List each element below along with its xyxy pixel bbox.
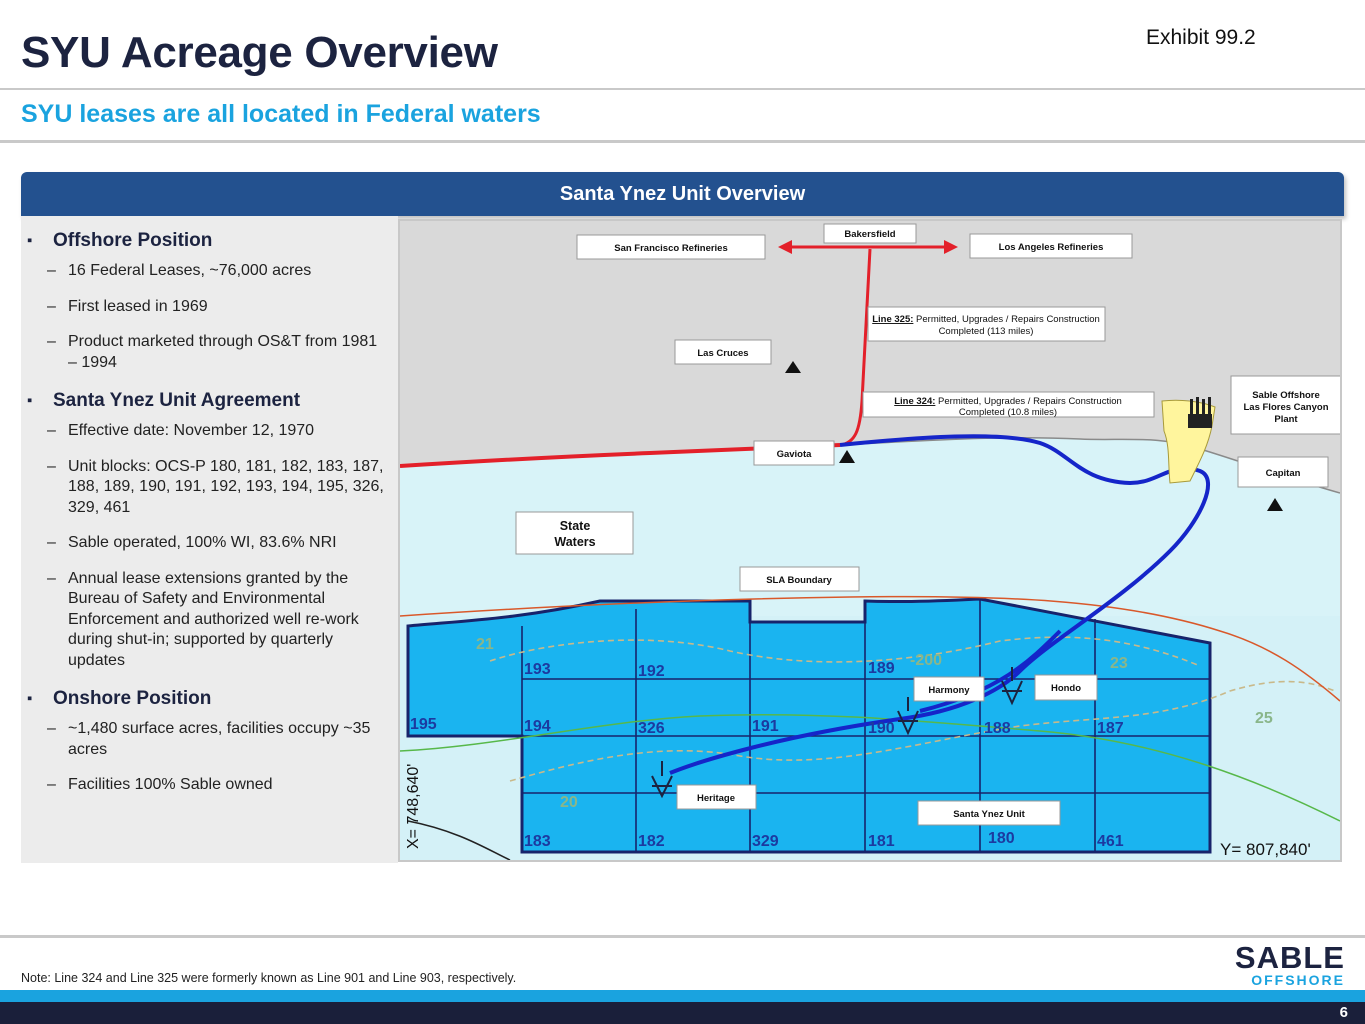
bullet-item: – Product marketed through OS&T from 1981 – 1994 [21,332,398,373]
capitan-label: Capitan [1265,468,1301,479]
block-number: 23 [1110,655,1128,672]
sla-boundary-label: SLA Boundary [766,575,832,586]
sf-refineries-label: San Francisco Refineries [614,243,728,254]
sable-plant-label-line2: Las Flores Canyon [1243,402,1329,413]
overview-panel [21,216,398,863]
hondo-label: Hondo [1050,683,1082,694]
block-number: 189 [868,660,895,677]
block-number: 194 [524,718,551,735]
bullet-list [21,228,398,811]
line-325-label: Line 325: Permitted, Upgrades / Repairs Construction [872,314,1100,325]
bullet-item: – Unit blocks: OCS-P 180, 181, 182, 183, 187, 188, 189, 190, 191, 192, 193, 194, 195, 326, 329, 461 [21,457,398,519]
santa-ynez-unit-label: Santa Ynez Unit [953,809,1025,820]
block-number: 188 [984,720,1011,737]
block-number: 192 [638,663,665,680]
bullet-item: – Facilities 100% Sable owned [21,775,398,796]
map-svg [400,221,1340,860]
footer-bar [0,1002,1365,1024]
divider [0,88,1365,90]
page-number: 6 [1339,1004,1348,1021]
footnote: Note: Line 324 and Line 325 were formerly known as Line 901 and Line 903, respectively. [21,971,517,985]
page-subtitle: SYU leases are all located in Federal waters [21,100,541,128]
state-waters-label-line2: Waters [554,535,596,549]
section-banner: Santa Ynez Unit Overview [21,172,1344,216]
block-number: 183 [524,833,551,850]
block-number: 190 [868,720,895,737]
sable-plant-label: Sable Offshore [1252,390,1320,401]
syu-map [398,219,1342,862]
contour-label: 25 [1255,710,1273,727]
block-number: 193 [524,661,551,678]
block-number: 461 [1097,833,1124,850]
block-number: 191 [752,718,779,735]
line-325-label-line2: Completed (113 miles) [938,326,1034,337]
block-number: 20 [560,794,578,811]
harmony-label: Harmony [928,685,970,696]
block-number: 180 [988,830,1015,847]
bullet-item: – 16 Federal Leases, ~76,000 acres [21,261,398,282]
section-heading: ▪ Offshore Position [21,228,398,254]
block-number: 21 [476,636,494,653]
block-number: 326 [638,720,665,737]
state-waters-label: State [559,519,591,533]
bullet-item: – Annual lease extensions granted by the Bureau of Safety and Environmental Enforcement and authorized well re-work during shut-in; supported by quarterly updates [21,569,398,672]
bullet-item: – First leased in 1969 [21,297,398,318]
exhibit-label: Exhibit 99.2 [1146,26,1256,49]
footer-bar [0,990,1365,1002]
bullet-item: – Sable operated, 100% WI, 83.6% NRI [21,533,398,554]
gaviota-label: Gaviota [776,449,812,460]
x-coordinate-label: X= 748,640' [405,763,422,849]
bullet-item: – Effective date: November 12, 1970 [21,421,398,442]
block-number: 195 [410,716,437,733]
line-324-label-line2: Completed (10.8 miles) [958,407,1058,418]
page-title: SYU Acreage Overview [21,28,498,77]
block-number: 182 [638,833,665,850]
contour-label: -200 [910,652,943,669]
logo-text: SABLE [1234,940,1345,975]
la-refineries-label: Los Angeles Refineries [998,242,1104,253]
bullet-item: – ~1,480 surface acres, facilities occupy ~35 acres [21,719,398,760]
heritage-label: Heritage [696,793,736,804]
bakersfield-label: Bakersfield [844,229,896,240]
line-324-label: Line 324: Permitted, Upgrades / Repairs Construction [894,396,1122,407]
sable-logo [1203,940,1345,988]
block-number: 187 [1097,720,1124,737]
y-coordinate-label: Y= 807,840' [1220,840,1311,859]
divider [0,935,1365,938]
divider [0,140,1365,143]
section-heading: ▪ Santa Ynez Unit Agreement [21,388,398,414]
block-number: 329 [752,833,779,850]
logo-subtext: OFFSHORE [1251,972,1345,988]
sable-plant-label-line3: Plant [1274,414,1298,425]
block-number: 181 [868,833,895,850]
las-cruces-label: Las Cruces [697,348,749,359]
section-heading: ▪ Onshore Position [21,686,398,712]
